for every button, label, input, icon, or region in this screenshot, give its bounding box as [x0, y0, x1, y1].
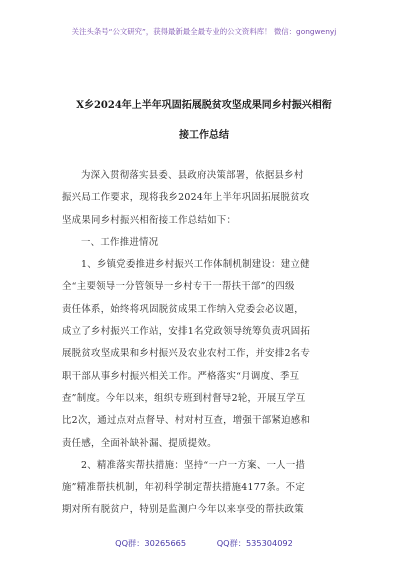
document-title-line-1: X乡2024年上半年巩固拓展脱贫攻坚成果同乡村振兴相衔	[76, 100, 332, 111]
body-line: 比2次，通过点对点督导、村对村互查，增强干部紧迫感和	[62, 415, 311, 427]
body-line: 1、乡镇党委推进乡村振兴工作体制机制建设：建立健	[81, 259, 310, 271]
body-line: 坚成果同乡村振兴相衔接工作总结如下：	[62, 214, 237, 226]
body-line: 查”制度。今年以来，组织专班到村督导2轮，开展互学互	[62, 392, 306, 404]
body-line: 期对所有脱贫户，特别是监测户今年以来享受的帮扶政策	[62, 504, 304, 516]
body-line: 全“主要领导一分管领导一乡村专干一帮扶干部”的四级	[62, 281, 295, 293]
footer-contact	[0, 538, 408, 549]
body-line: 责任感，全面补缺补漏、提质提效。	[62, 437, 217, 449]
section-heading: 一、工作推进情况	[81, 236, 159, 248]
footer-qq-group-2: QQ群：535304092	[216, 538, 293, 548]
body-line: 职干部从事乡村振兴相关工作。严格落实“月调度、季互	[62, 370, 300, 382]
body-line: 施”精准帮扶机制，年初科学制定帮扶措施4177条。不定	[62, 482, 306, 494]
body-line: 振兴局工作要求，现将我乡2024年上半年巩固拓展脱贫攻	[62, 192, 310, 204]
footer-qq-group-1: QQ群：30265665	[115, 538, 187, 548]
body-line: 为深入贯彻落实县委、县政府决策部署，依据县乡村	[81, 170, 304, 181]
header-notice: 关注头条号“公文研究”，获得最新最全最专业的公文资料库！ 微信：gongwenyj	[71, 27, 337, 36]
document-body	[62, 165, 346, 522]
body-line: 展脱贫攻坚成果和乡村振兴及农业农村工作，并安排2名专	[62, 348, 311, 360]
document-title-line-2: 接工作总结	[179, 130, 229, 141]
body-line: 成立了乡村振兴工作站，安排1名党政领导统筹负责巩固拓	[62, 326, 311, 338]
body-line: 责任体系，始终将巩固脱贫成果工作纳入党委会必议题，	[62, 303, 304, 315]
body-line: 2、精准落实帮扶措施：坚持“一户一方案、一人一措	[81, 459, 306, 471]
